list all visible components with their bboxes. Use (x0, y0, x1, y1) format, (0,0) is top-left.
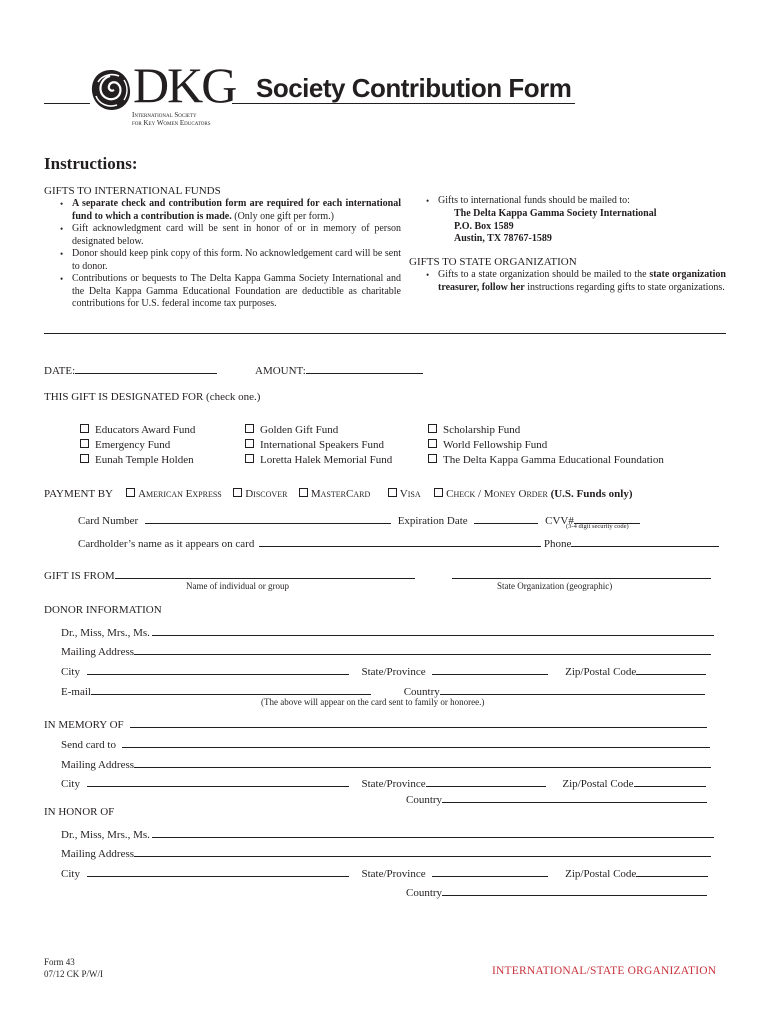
mailing-label: Mailing Address (61, 848, 135, 860)
honor-city-row (61, 865, 708, 880)
checkbox-icon[interactable] (388, 488, 397, 497)
form-title: Society Contribution Form (256, 73, 572, 103)
city-label: City (61, 868, 80, 880)
checkbox-icon[interactable] (80, 454, 89, 463)
payment-option-mastercard[interactable]: MasterCard (299, 488, 370, 500)
footer-form-id (44, 956, 103, 980)
zip-label: Zip/Postal Code (565, 868, 637, 880)
checkbox-icon[interactable] (80, 424, 89, 433)
bullet-item: • A separate check and contribution form are required for each international fund to which a contribution is made. (Only one gift per form.) (58, 198, 401, 223)
country-label: Country (406, 794, 443, 806)
bullet-item: • Gifts to a state organization should be mailed to the state organization treasurer, follow her instructions regarding gifts to state organizations. (424, 269, 726, 294)
card-note: (The above will appear on the card sent to family or honoree.) (261, 697, 485, 707)
checkbox-icon[interactable] (80, 439, 89, 448)
bullet-item: • Contributions or bequests to The Delta Kappa Gamma Society International and the Delta Kappa Gamma Educational Foundation are deductible as charitable contributions for U.S. federal income tax purposes. (58, 273, 401, 311)
honor-zip-field[interactable] (636, 865, 708, 877)
memory-send-field[interactable] (122, 736, 710, 748)
checkbox-icon[interactable] (245, 454, 254, 463)
state-org-instructions (424, 269, 726, 294)
donor-zip-field[interactable] (636, 663, 706, 675)
country-label: Country (406, 887, 443, 899)
cardholder-row (78, 535, 719, 550)
mailing-label: Mailing Address (61, 646, 135, 658)
memory-send-row (61, 736, 710, 751)
fund-option[interactable]: The Delta Kappa Gamma Educational Foundation (428, 453, 664, 468)
state-label: State/Province (361, 666, 426, 678)
honor-country-row (406, 884, 707, 899)
donor-mailing-field[interactable] (134, 643, 711, 655)
rose-logo-icon (86, 66, 136, 114)
city-label: City (61, 778, 80, 790)
country-label: Country (403, 686, 440, 698)
memory-zip-field[interactable] (634, 775, 706, 787)
salutation-label: Dr., Miss, Mrs., Ms. (61, 627, 150, 639)
mail-line: The Delta Kappa Gamma Society International (454, 208, 657, 219)
state-label: State/Province (361, 778, 426, 790)
gift-from-row (44, 567, 415, 582)
bullet-item: • Donor should keep pink copy of this form. No acknowledgement card will be sent to donor. (58, 248, 401, 273)
phone-label: Phone (543, 538, 572, 550)
checkbox-icon[interactable] (245, 424, 254, 433)
honor-mailing-row (61, 845, 711, 860)
phone-field[interactable] (571, 535, 719, 547)
payment-label: PAYMENT BY (44, 488, 113, 500)
zip-label: Zip/Postal Code (562, 778, 634, 790)
payment-option-amex[interactable]: American Express (126, 488, 222, 500)
honor-country-field[interactable] (442, 884, 707, 896)
form-number: Form 43 (44, 957, 75, 967)
mail-address (454, 208, 657, 246)
state-org-heading: GIFTS TO STATE ORGANIZATION (409, 256, 577, 268)
mail-intro: • Gifts to international funds should be mailed to: (424, 195, 724, 208)
checkbox-icon[interactable] (428, 424, 437, 433)
gift-from-note-name: Name of individual or group (186, 581, 289, 591)
cardholder-field[interactable] (259, 535, 541, 547)
designation-label: THIS GIFT IS DESIGNATED FOR (check one.) (44, 391, 261, 403)
honor-mailing-field[interactable] (134, 845, 711, 857)
checkbox-icon[interactable] (126, 488, 135, 497)
checkbox-icon[interactable] (428, 454, 437, 463)
cvv-label: CVV# (545, 515, 574, 527)
fund-option[interactable]: International Speakers Fund (245, 438, 392, 453)
memory-mailing-row (61, 756, 711, 771)
memory-city-row (61, 775, 706, 790)
expiration-field[interactable] (474, 512, 538, 524)
city-label: City (61, 666, 80, 678)
amount-field[interactable] (306, 362, 423, 374)
amount-label: AMOUNT: (255, 365, 306, 377)
memory-country-row (406, 791, 707, 806)
donor-city-row (61, 663, 706, 678)
intl-funds-heading: GIFTS TO INTERNATIONAL FUNDS (44, 185, 221, 197)
donor-state-field[interactable] (432, 663, 548, 675)
fund-option[interactable]: Golden Gift Fund (245, 423, 392, 438)
date-field[interactable] (75, 362, 217, 374)
donor-salutation-row (61, 624, 714, 639)
checkbox-icon[interactable] (434, 488, 443, 497)
mail-line: Austin, TX 78767-1589 (454, 233, 552, 244)
fund-option[interactable]: Loretta Halek Memorial Fund (245, 453, 392, 468)
memory-heading: IN MEMORY OF (44, 719, 124, 731)
memory-country-field[interactable] (442, 791, 707, 803)
send-card-label: Send card to (61, 739, 116, 751)
gift-from-name-field[interactable] (115, 567, 415, 579)
fund-option[interactable]: Eunah Temple Holden (80, 453, 195, 468)
memory-mailing-field[interactable] (134, 756, 711, 768)
fund-option[interactable]: Scholarship Fund (428, 423, 664, 438)
checkbox-icon[interactable] (299, 488, 308, 497)
card-number-field[interactable] (145, 512, 391, 524)
cvv-note: (3-4 digit security code) (566, 523, 629, 530)
section-divider (44, 333, 726, 334)
fund-option[interactable]: Emergency Fund (80, 438, 195, 453)
payment-option-discover[interactable]: Discover (233, 488, 287, 500)
logo-subtitle-2: for Key Women Educators (132, 119, 211, 127)
donor-email-field[interactable] (91, 683, 371, 695)
gift-from-label: GIFT IS FROM (44, 570, 115, 582)
donor-country-field[interactable] (440, 683, 705, 695)
checkbox-icon[interactable] (428, 439, 437, 448)
mail-instructions (424, 195, 724, 208)
email-label: E-mail (61, 686, 91, 698)
honor-name-field[interactable] (152, 826, 714, 838)
gift-from-note-state: State Organization (geographic) (497, 581, 613, 591)
state-label: State/Province (361, 868, 426, 880)
honor-heading: IN HONOR OF (44, 806, 115, 818)
fund-option[interactable]: World Fellowship Fund (428, 438, 664, 453)
card-number-label: Card Number (78, 515, 139, 527)
bullet-item: • Gift acknowledgment card will be sent in honor of or in memory of person designated below. (58, 223, 401, 248)
gift-from-state-field[interactable] (452, 578, 711, 579)
donor-mailing-row (61, 643, 711, 658)
donor-name-field[interactable] (152, 624, 714, 636)
fund-column-2 (245, 423, 392, 468)
payment-note: (U.S. Funds only) (550, 488, 633, 500)
expiration-label: Expiration Date (397, 515, 468, 527)
checkbox-icon[interactable] (245, 439, 254, 448)
date-label: DATE: (44, 365, 76, 377)
zip-label: Zip/Postal Code (565, 666, 637, 678)
payment-row (44, 488, 632, 500)
memory-city-field[interactable] (87, 775, 349, 787)
instructions-heading: Instructions: (44, 154, 138, 173)
amount-row (255, 362, 423, 377)
fund-column-1 (80, 423, 195, 468)
form-code: 07/12 CK P/W/I (44, 969, 104, 979)
mailing-label: Mailing Address (61, 759, 135, 771)
memory-row (44, 716, 707, 731)
memory-name-field[interactable] (130, 716, 707, 728)
intl-funds-bullets (58, 198, 401, 311)
donor-email-row (61, 683, 705, 698)
cardholder-label: Cardholder’s name as it appears on card (78, 538, 255, 550)
mail-line: P.O. Box 1589 (454, 220, 514, 232)
donor-heading: DONOR INFORMATION (44, 604, 162, 616)
logo-text: DKG (133, 57, 236, 113)
fund-column-3 (428, 423, 664, 468)
header-rule-left (44, 103, 90, 104)
donor-city-field[interactable] (87, 663, 349, 675)
payment-option-visa[interactable]: Visa (388, 488, 421, 500)
honor-state-field[interactable] (432, 865, 548, 877)
logo-subtitle-1: International Society (132, 111, 197, 119)
honor-salutation-row (61, 826, 714, 841)
honor-city-field[interactable] (87, 865, 349, 877)
card-number-row (78, 512, 640, 527)
salutation-label: Dr., Miss, Mrs., Ms. (61, 829, 150, 841)
fund-option[interactable]: Educators Award Fund (80, 423, 195, 438)
header-rule-right (232, 103, 575, 104)
payment-option-check[interactable]: Check / Money Order (434, 488, 548, 500)
memory-state-field[interactable] (426, 775, 546, 787)
date-row (44, 362, 217, 377)
footer-org-label: INTERNATIONAL/STATE ORGANIZATION (492, 965, 717, 977)
checkbox-icon[interactable] (233, 488, 242, 497)
